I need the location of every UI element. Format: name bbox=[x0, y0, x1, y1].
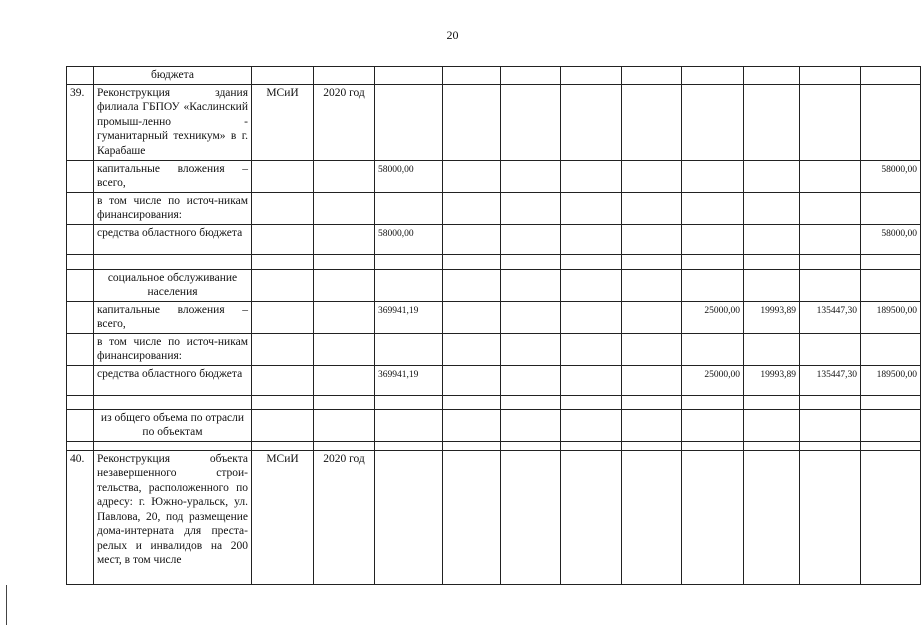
value-cell: 189500,00 bbox=[861, 301, 921, 333]
row-description: Реконструкция здания филиала ГБПОУ «Каслинский промыш-ленно - гуманитарный техникум» в г. Карабаше bbox=[94, 84, 252, 160]
row-description: социальное обслуживание населения bbox=[94, 269, 252, 301]
row-year: 2020 год bbox=[314, 450, 375, 584]
row-description: бюджета bbox=[94, 67, 252, 85]
row-description: в том числе по источ-никам финансирования: bbox=[94, 192, 252, 224]
row-number bbox=[67, 67, 94, 85]
row-description: капитальные вложения – всего, bbox=[94, 301, 252, 333]
value-cell: 369941,19 bbox=[375, 301, 443, 333]
value-cell: 58000,00 bbox=[861, 160, 921, 192]
row-description: Реконструкция объекта незавершенного строи-тельства, расположенного по адресу: г. Южно-уральск, ул. Павлова, 20, под размещение дома-интерната для преста-релых и инвалидов на 200 мест, в том числе bbox=[94, 450, 252, 584]
row-executor: МСиИ bbox=[252, 450, 314, 584]
value-cell: 25000,00 bbox=[682, 301, 744, 333]
table-row bbox=[67, 269, 921, 301]
scan-edge-mark bbox=[6, 585, 7, 625]
row-year: 2020 год bbox=[314, 84, 375, 160]
row-description: капитальные вложения – всего, bbox=[94, 160, 252, 192]
value-cell: 369941,19 bbox=[375, 365, 443, 395]
table-row bbox=[67, 160, 921, 192]
table-row bbox=[67, 301, 921, 333]
table-row bbox=[67, 395, 921, 409]
row-executor: МСиИ bbox=[252, 84, 314, 160]
row-description: средства областного бюджета bbox=[94, 365, 252, 395]
value-cell: 58000,00 bbox=[375, 224, 443, 254]
value-cell: 58000,00 bbox=[375, 160, 443, 192]
table-row bbox=[67, 450, 921, 584]
table-row bbox=[67, 409, 921, 441]
table-row bbox=[67, 84, 921, 160]
value-cell: 58000,00 bbox=[861, 224, 921, 254]
value-cell: 135447,30 bbox=[800, 365, 861, 395]
table-row bbox=[67, 192, 921, 224]
row-number: 40. bbox=[67, 450, 94, 584]
row-description: в том числе по источ-никам финансирования: bbox=[94, 333, 252, 365]
page-number: 20 bbox=[446, 28, 459, 42]
value-cell: 135447,30 bbox=[800, 301, 861, 333]
table-row bbox=[67, 254, 921, 269]
row-number: 39. bbox=[67, 84, 94, 160]
row-description: из общего объема по отрасли по объектам bbox=[94, 409, 252, 441]
table-row bbox=[67, 365, 921, 395]
row-description: средства областного бюджета bbox=[94, 224, 252, 254]
value-cell: 19993,89 bbox=[744, 301, 800, 333]
value-cell: 19993,89 bbox=[744, 365, 800, 395]
table-row bbox=[67, 333, 921, 365]
table-row bbox=[67, 224, 921, 254]
budget-table bbox=[66, 66, 921, 585]
value-cell: 189500,00 bbox=[861, 365, 921, 395]
value-cell: 25000,00 bbox=[682, 365, 744, 395]
table-row bbox=[67, 441, 921, 450]
table-row bbox=[67, 67, 921, 85]
